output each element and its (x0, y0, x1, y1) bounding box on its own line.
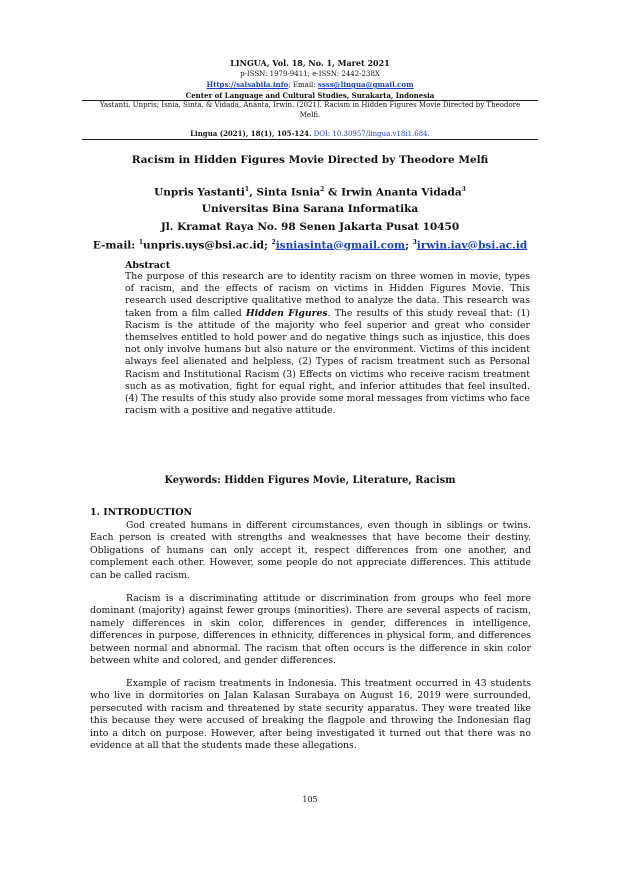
citation-text: Yastanti, Unpris; Isnia, Sinta. & Vidada, Ananta, Irwin. (2021). Racism in Hidden Figures Movie Directed by Theodore Melfi. (99, 101, 521, 119)
citation-source-line (80, 129, 540, 140)
abstract-body: The purpose of this research are to identity racism on three women in movie, types of racism, and the effects of racism on victims in Hidden Figures Movie. This research used descriptive qualitative method to analyze the data. This research was taken from a film called Hidden Figures. The results of this study reveal that: (1) Racism is the attitude of the majority who feel superior and great who consider themselves entitled to hold power and do negative things such as injustice, this does not only involve humans but also nature or the environment. Victims of this incident always feel alienated and helpless, (2) Types of racism treatment such as Personal Racism and Institutional Racism (3) Effects on victims who receive racism treatment such as as motivation, fight for equal right, and inferior attitudes that feel insulted. (4) The results of this study also provide some moral messages from victims who face racism with a positive and negative attitude. (125, 271, 530, 417)
author-emails: E-mail: $^1$unpris.uys@bsi.ac.id; $^2$isniasinta@gmail.com; $^3$irwin.iav@bsi.ac.id (92, 238, 528, 251)
page-number: 105 (302, 795, 318, 804)
keywords: Keywords: Hidden Figures Movie, Literature, Racism (164, 475, 456, 486)
author-3: Irwin Ananta Vidada (341, 186, 462, 199)
email-label: ; Email: (288, 81, 318, 89)
doi-link[interactable]: DOI: 10.30957/lingua.v18i1.684. (313, 130, 430, 138)
author-2: Sinta Isnia (256, 186, 321, 199)
paragraph-2: Racism is a discriminating attitude or discrimination from groups who feel more dominant (majority) against fewer groups (minorities). There are several aspects of racism, namely differences in skin color, differences in gender, differences in intelligence, differences in purpose, differences in ethnicity, differences in physical form, and differences between normal and abnormal. The racism that often occurs is the difference in skin color between white and colored, and gender differences. (90, 593, 531, 667)
paragraph-1: God created humans in different circumstances, even though in siblings or twins. Each person is created with strengths and weaknesses that have become their destiny. Obligations of humans can only accept it, respect differences from one another, and complement each other. However, some people do not appreciate differences. This attitude can be called racism. (90, 520, 531, 581)
film-title: Hidden Figures (245, 307, 328, 319)
header-bottom-divider (82, 139, 538, 140)
journal-website-link[interactable]: Https://salsabila.info (206, 80, 289, 89)
issn-line: p-ISSN: 1979-9411; e-ISSN: 2442-238X (240, 70, 380, 78)
journal-email-link[interactable]: ssss@lingua@gmail.com (317, 80, 414, 89)
citation-source: Lingua (2021), 18(1), 105-124. (190, 129, 312, 138)
author-1: Unpris Yastanti (154, 186, 245, 199)
paragraph-3: Example of racism treatments in Indonesia. This treatment occurred in 43 students who live in dormitories on Jalan Kalasan Surabaya on August 16, 2019 were surrounded, persecuted with racism and threatened by state security apparatus. They were treated like this because they were accused of breaking the flagpole and throwing the Indonesian flag into a ditch on purpose. However, after being investigated it turned out that there was no evidence at all that the students made these allegations. (90, 678, 531, 752)
abstract-heading: Abstract (125, 260, 171, 271)
address: Jl. Kramat Raya No. 98 Senen Jakarta Pusat 10450 (160, 220, 460, 233)
author-block (80, 182, 540, 253)
journal-contact-line (80, 80, 540, 91)
affiliation: Universitas Bina Sarana Informatika (201, 202, 419, 215)
publisher-center: Center of Language and Cultural Studies, Surakarta, Indonesia (185, 91, 435, 100)
email-1: unpris.uys@bsi.ac.id (143, 239, 264, 251)
email-2-link[interactable]: isniasinta@gmail.com (275, 239, 406, 251)
section-heading: 1. INTRODUCTION (90, 507, 193, 518)
paper-title: Racism in Hidden Figures Movie Directed by Theodore Melfi (131, 154, 489, 166)
journal-header: LINGUA, Vol. 18, No. 1, Maret 2021 (230, 58, 390, 68)
email-3-link[interactable]: irwin.iav@bsi.ac.id (416, 239, 528, 251)
author-names: Unpris Yastanti$^1$, Sinta Isnia$^2$ & Irwin Ananta Vidada$^3$ (154, 186, 466, 199)
